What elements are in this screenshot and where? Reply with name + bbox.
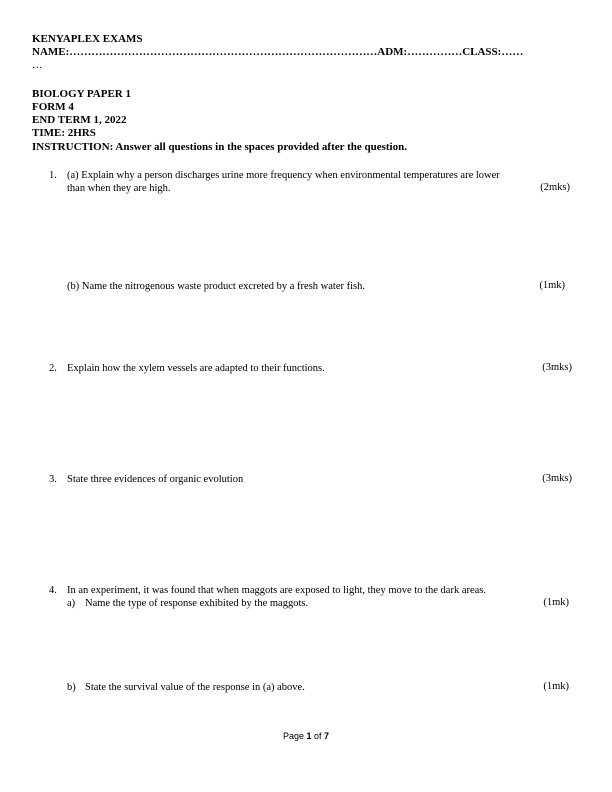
name-line: NAME:…………………………………………………………………………ADM:……………CLASS:……: [32, 46, 524, 58]
question-4a-text: Name the type of response exhibited by the maggots.: [85, 598, 309, 609]
page-footer: [0, 731, 612, 741]
question-4-text: In an experiment, it was found that when maggots are exposed to light, they move to the dark areas.: [67, 585, 487, 596]
page-total: 7: [324, 731, 330, 741]
question-number: 1.: [49, 170, 57, 181]
name-adm-class-line: [32, 46, 523, 59]
question-number: 4.: [49, 585, 57, 596]
form-label: FORM 4: [32, 101, 74, 113]
question-2-marks: (3mks): [542, 362, 572, 373]
page-word: Page: [282, 731, 304, 741]
question-4a-label: a): [67, 598, 76, 609]
question-2-text: Explain how the xylem vessels are adapted to their functions.: [67, 363, 325, 374]
question-1a-marks: (2mks): [540, 182, 570, 193]
paper-title: BIOLOGY PAPER 1: [32, 88, 132, 100]
school-name: KENYAPLEX EXAMS: [32, 33, 143, 45]
of-word: of: [314, 731, 322, 741]
name-line-continuation: …: [32, 60, 43, 71]
question-4a-marks: (1mk): [543, 597, 569, 608]
time-label: TIME: 2HRS: [32, 127, 96, 139]
question-4b-label: b): [67, 682, 76, 693]
question-4b-marks: (1mk): [543, 681, 569, 692]
term-label: END TERM 1, 2022: [32, 114, 127, 126]
question-1b: (b) Name the nitrogenous waste product excreted by a fresh water fish.: [67, 281, 365, 292]
question-number: 3.: [49, 474, 57, 485]
question-1a-line1: (a) Explain why a person discharges urine more frequency when environmental temperatures are lower: [67, 170, 500, 181]
question-number: 2.: [49, 363, 57, 374]
page-number: 1: [306, 731, 312, 741]
question-1a-line2: than when they are high.: [67, 183, 171, 194]
question-3-text: State three evidences of organic evolution: [67, 474, 244, 485]
question-3-marks: (3mks): [542, 473, 572, 484]
instruction: INSTRUCTION: Answer all questions in the spaces provided after the question.: [32, 141, 407, 153]
question-1b-marks: (1mk): [539, 280, 565, 291]
question-4b-text: State the survival value of the response in (a) above.: [85, 682, 305, 693]
